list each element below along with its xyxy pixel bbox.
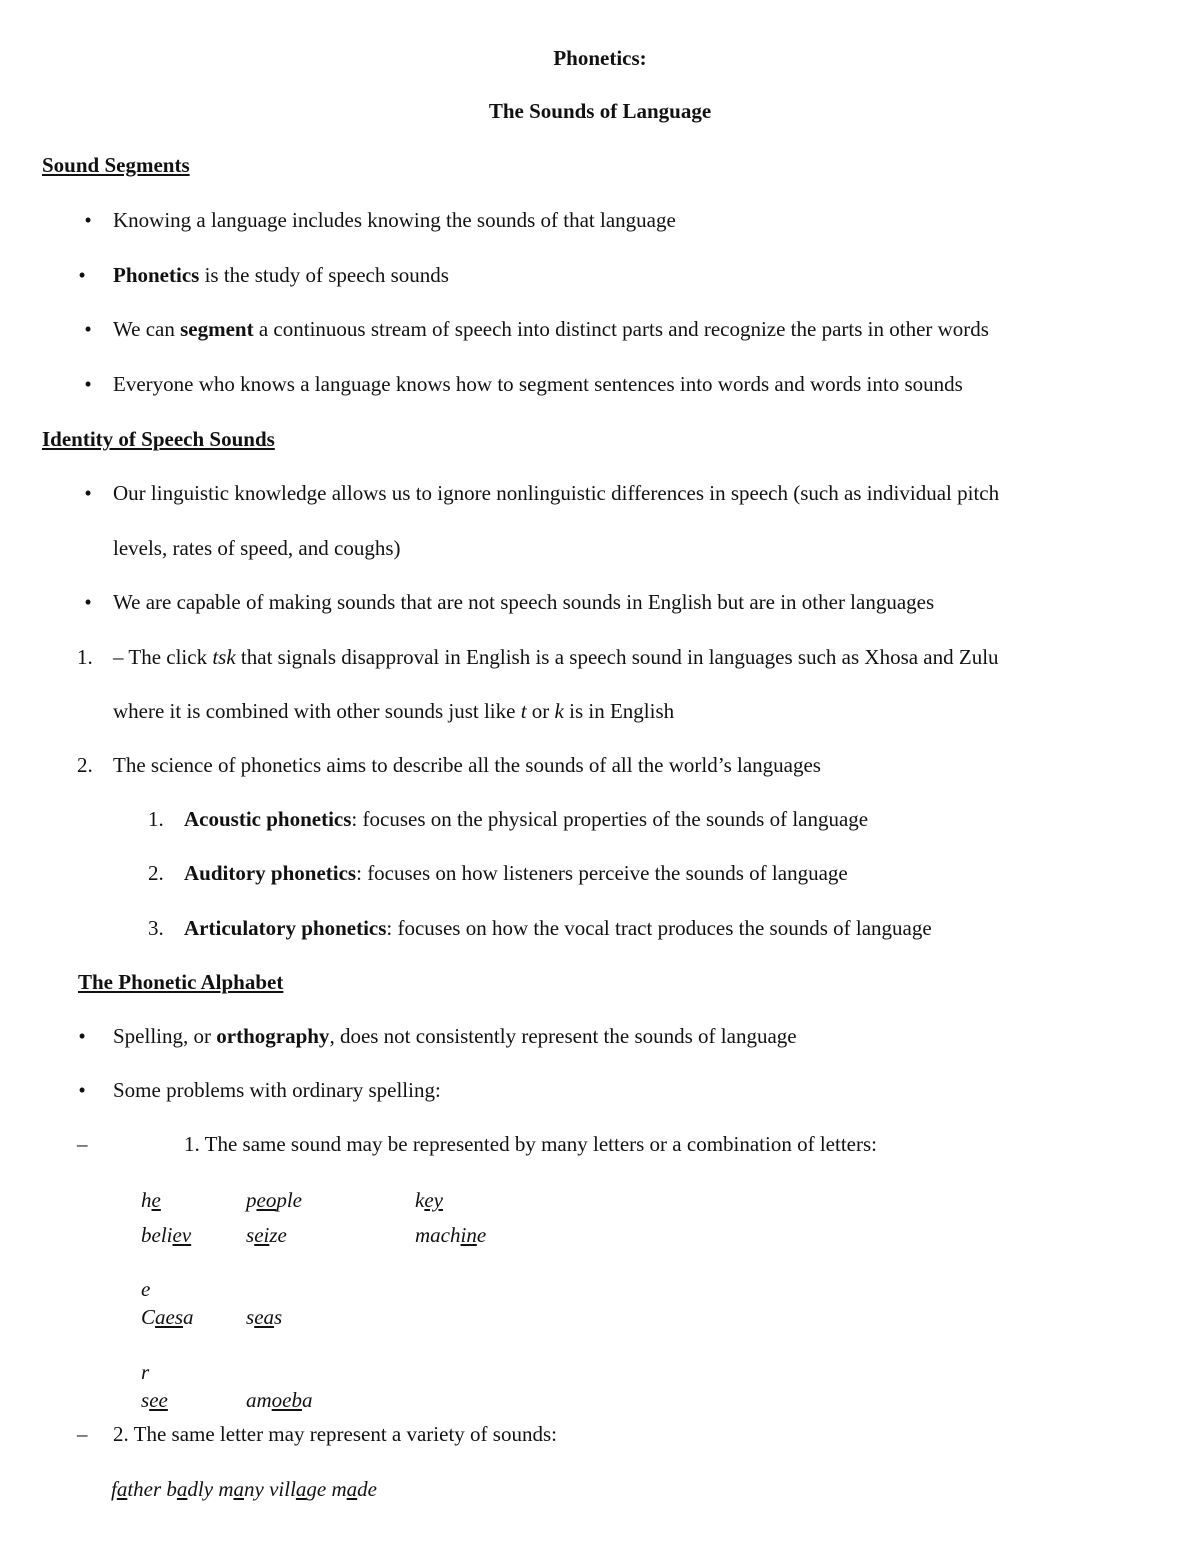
example-word: badly bbox=[166, 1477, 214, 1501]
example-word: r bbox=[141, 1360, 150, 1384]
example-word: he bbox=[141, 1188, 161, 1212]
dash-marker: – bbox=[77, 1132, 88, 1156]
list-number: 2. bbox=[77, 753, 93, 777]
list-item-continuation: levels, rates of speed, and coughs) bbox=[113, 536, 401, 560]
bullet-icon: • bbox=[84, 208, 92, 232]
example-word: seize bbox=[246, 1223, 287, 1247]
example-word: see bbox=[141, 1388, 168, 1412]
example-word: e bbox=[141, 1277, 151, 1301]
list-number: 2. bbox=[148, 861, 164, 885]
example-word: machine bbox=[415, 1223, 487, 1247]
example-word: key bbox=[415, 1188, 443, 1212]
page-subtitle: The Sounds of Language bbox=[488, 99, 712, 123]
example-word: village bbox=[269, 1477, 327, 1501]
list-number: 1. bbox=[148, 807, 164, 831]
section-heading-identity: Identity of Speech Sounds bbox=[42, 427, 275, 451]
bullet-icon: • bbox=[78, 263, 86, 287]
bullet-icon: • bbox=[84, 372, 92, 396]
bullet-icon: • bbox=[84, 590, 92, 614]
example-word: father bbox=[111, 1477, 162, 1501]
example-word: people bbox=[246, 1188, 302, 1212]
bullet-icon: • bbox=[78, 1024, 86, 1048]
dash-marker: – bbox=[77, 1422, 88, 1446]
bullet-icon: • bbox=[84, 481, 92, 505]
example-word: seas bbox=[246, 1305, 283, 1329]
example-word: Caesa bbox=[141, 1305, 194, 1329]
section-heading-phonetic-alphabet: The Phonetic Alphabet bbox=[78, 970, 284, 994]
example-words-line bbox=[111, 1476, 377, 1502]
list-number: 1. bbox=[77, 645, 93, 669]
bullet-icon: • bbox=[84, 317, 92, 341]
list-number: 3. bbox=[148, 916, 164, 940]
example-word: amoeba bbox=[246, 1388, 313, 1412]
example-word: made bbox=[331, 1477, 377, 1501]
page-title: Phonetics: bbox=[553, 46, 647, 70]
numbered-item-continuation: where it is combined with other sounds just like t or k is in English bbox=[113, 699, 675, 723]
section-heading-sound-segments: Sound Segments bbox=[42, 153, 190, 177]
bullet-icon: • bbox=[78, 1078, 86, 1102]
example-word: believ bbox=[141, 1223, 192, 1247]
example-word: many bbox=[218, 1477, 264, 1501]
